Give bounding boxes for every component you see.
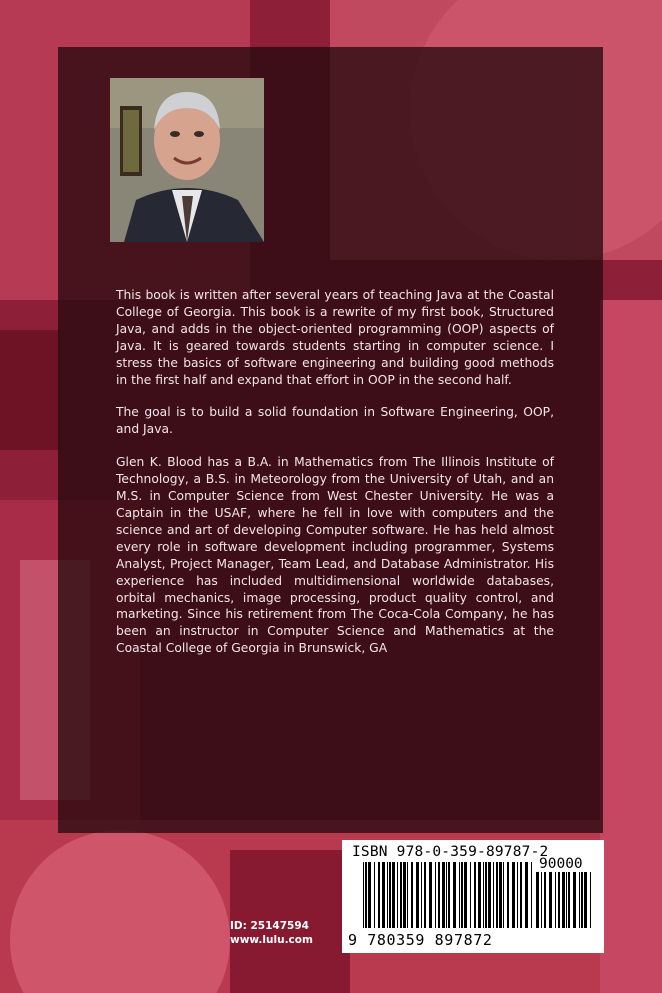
barcode-bar	[464, 862, 467, 928]
barcode-bar	[374, 862, 375, 928]
barcode-bar	[365, 862, 367, 928]
barcode-bar	[544, 872, 546, 928]
barcode-bar	[378, 862, 380, 928]
barcode-bar	[403, 862, 406, 928]
barcode-bar	[517, 862, 518, 928]
barcode-bar	[496, 862, 498, 928]
barcode-bar	[520, 862, 522, 928]
barcode-bar	[363, 862, 364, 928]
barcode-bar	[459, 862, 460, 928]
goal-paragraph: The goal is to build a solid foundation in Software Engineering, OOP, and Java.	[116, 405, 554, 437]
barcode-bar	[562, 872, 565, 928]
lulu-id: ID: 25147594	[230, 920, 309, 932]
barcode-bar	[470, 862, 471, 928]
barcode-bar	[549, 872, 552, 928]
barcode-bar	[558, 872, 560, 928]
barcode-bar	[584, 872, 587, 928]
barcode-bar	[493, 862, 494, 928]
barcode-bar	[499, 862, 502, 928]
lulu-url: www.lulu.com	[230, 934, 313, 946]
barcode-bar	[531, 862, 532, 928]
barcode-bar	[368, 862, 371, 928]
barcode-bar	[461, 862, 463, 928]
barcode-bar	[397, 862, 398, 928]
barcode-bar	[568, 872, 570, 928]
barcode-bar	[581, 872, 583, 928]
isbn-label: ISBN 978-0-359-89787-2	[352, 844, 549, 860]
back-cover-description	[116, 287, 554, 673]
barcode-bar	[389, 862, 391, 928]
barcode-bar	[392, 862, 395, 928]
barcode-bar	[400, 862, 402, 928]
barcode-bar	[503, 862, 504, 928]
isbn-digits: 9 780359 897872	[348, 931, 493, 949]
barcode-bar	[438, 862, 440, 928]
barcode-bar	[555, 872, 556, 928]
barcode-bar	[387, 862, 388, 928]
barcode-bar	[573, 872, 576, 928]
price-barcode	[536, 872, 594, 934]
barcode-bar	[429, 862, 432, 928]
barcode-bar	[483, 862, 484, 928]
barcode-bar	[507, 862, 509, 928]
barcode-bar	[382, 862, 385, 928]
barcode-bar	[411, 862, 413, 928]
barcode-bar	[474, 862, 476, 928]
barcode-bar	[566, 872, 567, 928]
isbn-barcode	[363, 862, 535, 934]
barcode-bar	[478, 862, 481, 928]
publisher-info	[230, 919, 313, 947]
barcode-bar	[579, 872, 580, 928]
barcode-bar	[590, 872, 591, 928]
barcode-bar	[541, 872, 542, 928]
barcode-bar	[448, 862, 450, 928]
barcode-bar	[536, 872, 539, 928]
barcode-bar	[435, 862, 436, 928]
barcode-bar	[485, 862, 487, 928]
barcode-bar	[453, 862, 456, 928]
barcode-bar	[488, 862, 491, 928]
barcode-bar	[446, 862, 447, 928]
barcode-bar	[421, 862, 422, 928]
barcode-bar	[424, 862, 426, 928]
barcode-bar	[512, 862, 515, 928]
barcode-bar	[442, 862, 445, 928]
barcode-bar	[416, 862, 419, 928]
barcode-bar	[525, 862, 528, 928]
author-photo	[110, 78, 264, 242]
author-bio-paragraph: Glen K. Blood has a B.A. in Mathematics from The Illinois Institute of Technology, a B.S. in Meteorology from the University of Utah, and an M.S. in Computer Science from West Chester University. He was a Captain in the USAF, where he fell in love with computers and the science and art of developing Computer software. He has held almost every role in software development including programmer, Systems Analyst, Project Manager, Team Lead, and Database Administrator. His experience has included multidimensional worldwide databases, orbital mechanics, image processing, product quality control, and marketing. Since his retirement from The Coca-Cola Company, he has been an instructor in Computer Science and Mathematics at the Coastal College of Georgia in Brunswick, GA	[116, 455, 554, 656]
barcode-bar	[407, 862, 408, 928]
price-code: 90000	[539, 856, 583, 872]
synopsis-paragraph: This book is written after several years of teaching Java at the Coastal College of Georgia. This book is a rewrite of my first book, Structured Java, and adds in the object-oriented programming (OOP) aspects of Java. It is geared towards students starting in computer science. I stress the basics of software engineering and building good methods in the first half and expand that effort in OOP in the second half.	[116, 288, 554, 387]
